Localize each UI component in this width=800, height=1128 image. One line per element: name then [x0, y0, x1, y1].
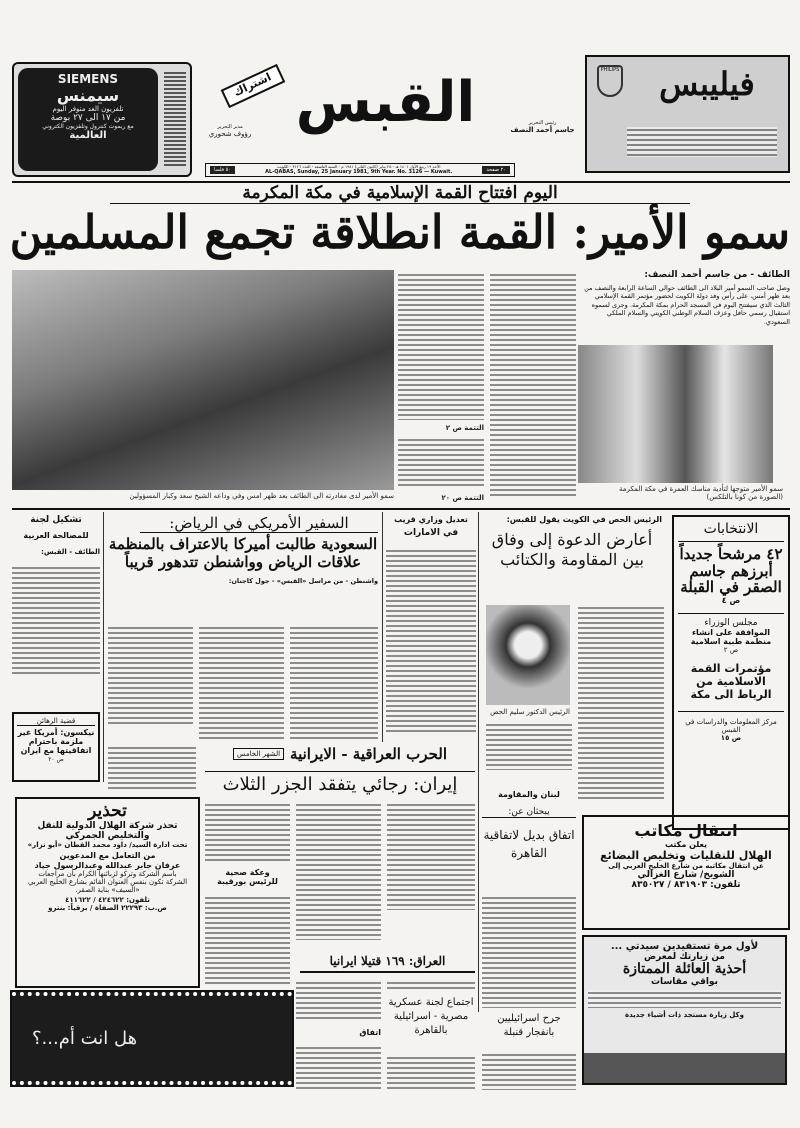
uae-subtitle: في الامارات: [403, 528, 459, 538]
ambassador-byline: واشنطن - من مراسل «القبس» - جول كاجنان:: [228, 576, 378, 585]
ambassador-kicker: السفير الأمريكي في الرياض:: [140, 515, 378, 533]
office-move-line: الشويخ/ شارع الغزالي: [637, 870, 735, 880]
philips-ad: [585, 55, 790, 173]
siemens-line: مع ريموت كنترول وتلفزيون الكتروني: [42, 123, 134, 130]
office-move-line: الهلال للنقليات وتخليص البضائع: [600, 849, 772, 862]
office-move-title: انتقال مكاتب: [634, 821, 738, 840]
lebanon-article: [482, 790, 576, 862]
nixon-kicker: قضية الرهائن: [17, 717, 95, 726]
summits-title: مؤتمرات القمة الاسلامية من الرباط الى مكة: [690, 661, 772, 701]
war-headline: إيران: رجائي يتفقد الجزر الثلاث: [205, 771, 475, 795]
war-month-tag: الشهر الخامس: [233, 748, 284, 760]
committee-title: تشكيل لجنة: [30, 515, 82, 525]
price-badge: ٥٠ فلسا: [210, 166, 235, 174]
date-english: AL-QABAS, Sunday, 25 January 1981, 9th Year. No. 3126 — Kuwait.: [265, 169, 453, 176]
date-bar: [205, 163, 515, 177]
council-page-ref[interactable]: ص ٢: [723, 645, 739, 654]
shoes-line: بواقي مقاسات: [651, 977, 718, 988]
managing-editor: [200, 124, 260, 138]
shoes-line: لأول مرة تستفيدين سيدتي ...: [610, 941, 759, 952]
lead-kicker: اليوم افتتاح القمة الإسلامية في مكة المكرمة: [110, 184, 690, 204]
nixon-page-ref[interactable]: ص ٢٠: [48, 755, 64, 763]
uae-article: [386, 515, 476, 538]
committee-article: [12, 515, 100, 556]
ambassador-header: [108, 515, 378, 585]
warning-line: من التعامل مع المدعوين: [59, 851, 156, 861]
warning-line: تحت ادارة السيد/ داود محمد القطان «أبو نزار»: [27, 841, 188, 850]
elections-box: [672, 515, 790, 830]
lead-photo-emir-departure: [12, 270, 394, 490]
lead-photo-caption: سمو الأمير لدى مغادرته الى الطائف بعد ظهر امس وفي وداعه الشيخ سعد وكبار المسؤولين: [129, 492, 394, 500]
office-move-line: يعلن مكتب: [664, 840, 708, 849]
lead-intro: وصل صاحب السمو أمير البلاد الى الطائف حوالي الساعة الرابعة والنصف من بعد ظهر أمس، على رأس وفد دولة الكويت لحضور مؤتمر القمة الإسلامي الثالث الذي سيفتتح اليوم في المسجد الحرام بمكة المكرمة. وجرى لسموه استقبال رسمي حافل وعزف السلام الوطني الكويتي والسلام الملكي السعودي.: [584, 284, 790, 326]
warning-line: عرفان جابر عبدالله وعبدالرسول جياد: [34, 860, 181, 870]
nixon-box: [12, 712, 100, 782]
editor-label: رئيس التحرير: [528, 120, 557, 126]
lead-continued-link-2[interactable]: التتمة ص ٢٠: [441, 494, 484, 502]
warning-ad: [15, 797, 200, 988]
warning-line: تحذر شركة الهلال الدولية للنقل: [37, 820, 178, 831]
hoss-headline: أعارض الدعوة إلى وفاق بين المقاومة والكتائب: [491, 530, 653, 569]
lead-photo-umrah: [578, 345, 773, 483]
hoss-photo: [486, 605, 570, 705]
warning-pobox: ص.ب: ٢٢٢٩٣ الصفاة / برقياً: بنترو: [48, 903, 167, 912]
agreement-subhead: اتفاق: [359, 1028, 381, 1037]
subscription-stamp[interactable]: اشتراك: [221, 64, 286, 108]
warning-phones: تلفون: ٤٢٤٦٢٢ / ٤١١٦٢٢: [65, 895, 150, 904]
shoes-ad: [582, 935, 787, 1085]
warning-line: والتخليص الجمركي: [65, 831, 150, 842]
ambassador-subheadline: علاقات الرياض وواشنطن تتدهور قريباً: [124, 553, 362, 571]
nixon-headline: نيكسون: أمريكا غير ملزمة باحترام اتفاقيتها مع ايران: [17, 728, 95, 756]
elections-page-ref[interactable]: ص ٤: [721, 595, 741, 605]
iraq-headline: العراق: ١٦٩ قتيلا ايرانيا: [300, 955, 475, 973]
lebanon-title: لبنان والمقاومة: [498, 790, 560, 799]
office-move-phone: تلفون: ٨٣١٩٠٣ / ٨٣٥٠٢٧: [631, 880, 741, 890]
uae-title: تعديل وزاري قريب: [394, 515, 468, 524]
pages-badge: ٢٠ صفحة: [482, 166, 510, 174]
office-move-ad: [582, 815, 790, 930]
shoes-line: وكل زيارة مستجد ذات أشياء جديدة: [625, 1011, 744, 1020]
date-arabic: الأحد ١٩ ربيع الأول ١٤٠١ هـ - ٢٥ يناير (كانون الثاني) ١٩٨١ م - السنة التاسعة - العدد ٣١٢٦ - الكويت: [276, 163, 441, 169]
elections-title: الانتخابات: [678, 521, 784, 542]
warning-line: «السيف» بناية الصقر.: [75, 885, 140, 894]
war-header: [205, 746, 475, 763]
bourguiba-subtitle: للرئيس بورقيبة: [217, 877, 278, 886]
shoes-line: من زيارتك لمعرض: [643, 952, 726, 962]
shoes-title: أحذية العائلة الممتازة: [622, 961, 747, 977]
hoss-photo-caption: الرئيس الدكتور سليم الحص: [490, 708, 570, 716]
war-title: الحرب العراقية - الايرانية: [290, 745, 447, 763]
warning-line: باسم الشركة وتركو لزبائنها الكرام بأن مراجعات: [38, 869, 177, 878]
elections-headline: ٤٢ مرشحاً جديداً أبرزهم جاسم الصقر في القبلة: [679, 545, 783, 596]
lead-byline: الطائف - من جاسم أحمد النصف:: [644, 270, 790, 280]
manager-label: مدير التحرير: [217, 124, 243, 130]
lead-headline: سمو الأمير: القمة انطلاقة تجمع المسلمين: [9, 205, 791, 259]
siemens-line: تلفزيون الغد متوفر اليوم: [52, 105, 124, 113]
editor-name: جاسم أحمد النصف: [510, 126, 575, 134]
lebanon-headline: اتفاق بديل لاتفاقية القاهرة: [483, 828, 575, 860]
wounded-headline: جرح اسرائيليين بانفجار قنبلة: [497, 1013, 561, 1038]
info-center-page-ref[interactable]: ص ١٥: [720, 733, 742, 742]
lead-body-column: [398, 437, 484, 489]
editor-in-chief: [505, 120, 580, 134]
newspaper-logo: القبس: [295, 70, 475, 135]
siemens-ad: [12, 62, 192, 177]
lead-body-column: [398, 272, 484, 420]
office-move-line: عن انتقال مكاتبه من شارع الخليج العربي إلى: [608, 862, 764, 870]
dark-ad: [12, 992, 292, 1085]
dark-ad-text: هل انت أم...؟: [32, 1028, 138, 1049]
info-center-label: مركز المعلومات والدراسات في القبس: [678, 711, 784, 734]
siemens-dealer: العالمية: [69, 130, 107, 141]
umrah-photo-credit: (الصورة من كونا بالتلكس): [706, 493, 783, 502]
bourguiba-title: وعكة صحية: [225, 868, 270, 877]
military-headline: اجتماع لجنة عسكرية مصرية - اسرائيلية بالقاهرة: [388, 997, 474, 1036]
warning-line: الشركة تكون بنفس العنوان القائم بشارع الخليج العربي: [27, 877, 188, 886]
lead-body-column: [490, 272, 576, 497]
committee-byline: الطائف - القبس:: [41, 548, 100, 556]
umrah-photo-caption: سمو الأمير متوجها لتأدية مناسك العمرة في مكة المكرمة: [618, 485, 783, 493]
siemens-brand: SIEMENS: [57, 72, 119, 86]
hoss-header: [482, 515, 662, 570]
lebanon-subtitle: يبحثان عن:: [482, 807, 576, 818]
siemens-brand-ar: سيمنس: [56, 86, 120, 105]
council-subtitle: الموافقة على انشاء منظمة طبية اسلامية: [690, 627, 772, 646]
warning-title: تحذير: [88, 801, 127, 821]
ambassador-headline: السعودية طالبت أميركا بالاعتراف بالمنظمة: [108, 534, 378, 553]
philips-shield-icon: PHILIPS: [597, 65, 623, 97]
bourguiba-article: [205, 868, 290, 886]
siemens-line: من ١٧ الى ٢٧ بوصة: [50, 113, 126, 123]
hoss-kicker: الرئيس الحص في الكويت يقول للقبس:: [506, 515, 662, 524]
philips-brand-ar: فيليبس: [659, 65, 755, 103]
tv-speaker-icon: [164, 72, 186, 167]
council-title: مجلس الوزراء: [678, 613, 784, 628]
manager-name: رؤوف شحوري: [208, 130, 252, 138]
committee-subtitle: للمصالحة العربية: [23, 531, 89, 540]
lead-continued-link[interactable]: التتمة ص ٢: [445, 424, 484, 432]
